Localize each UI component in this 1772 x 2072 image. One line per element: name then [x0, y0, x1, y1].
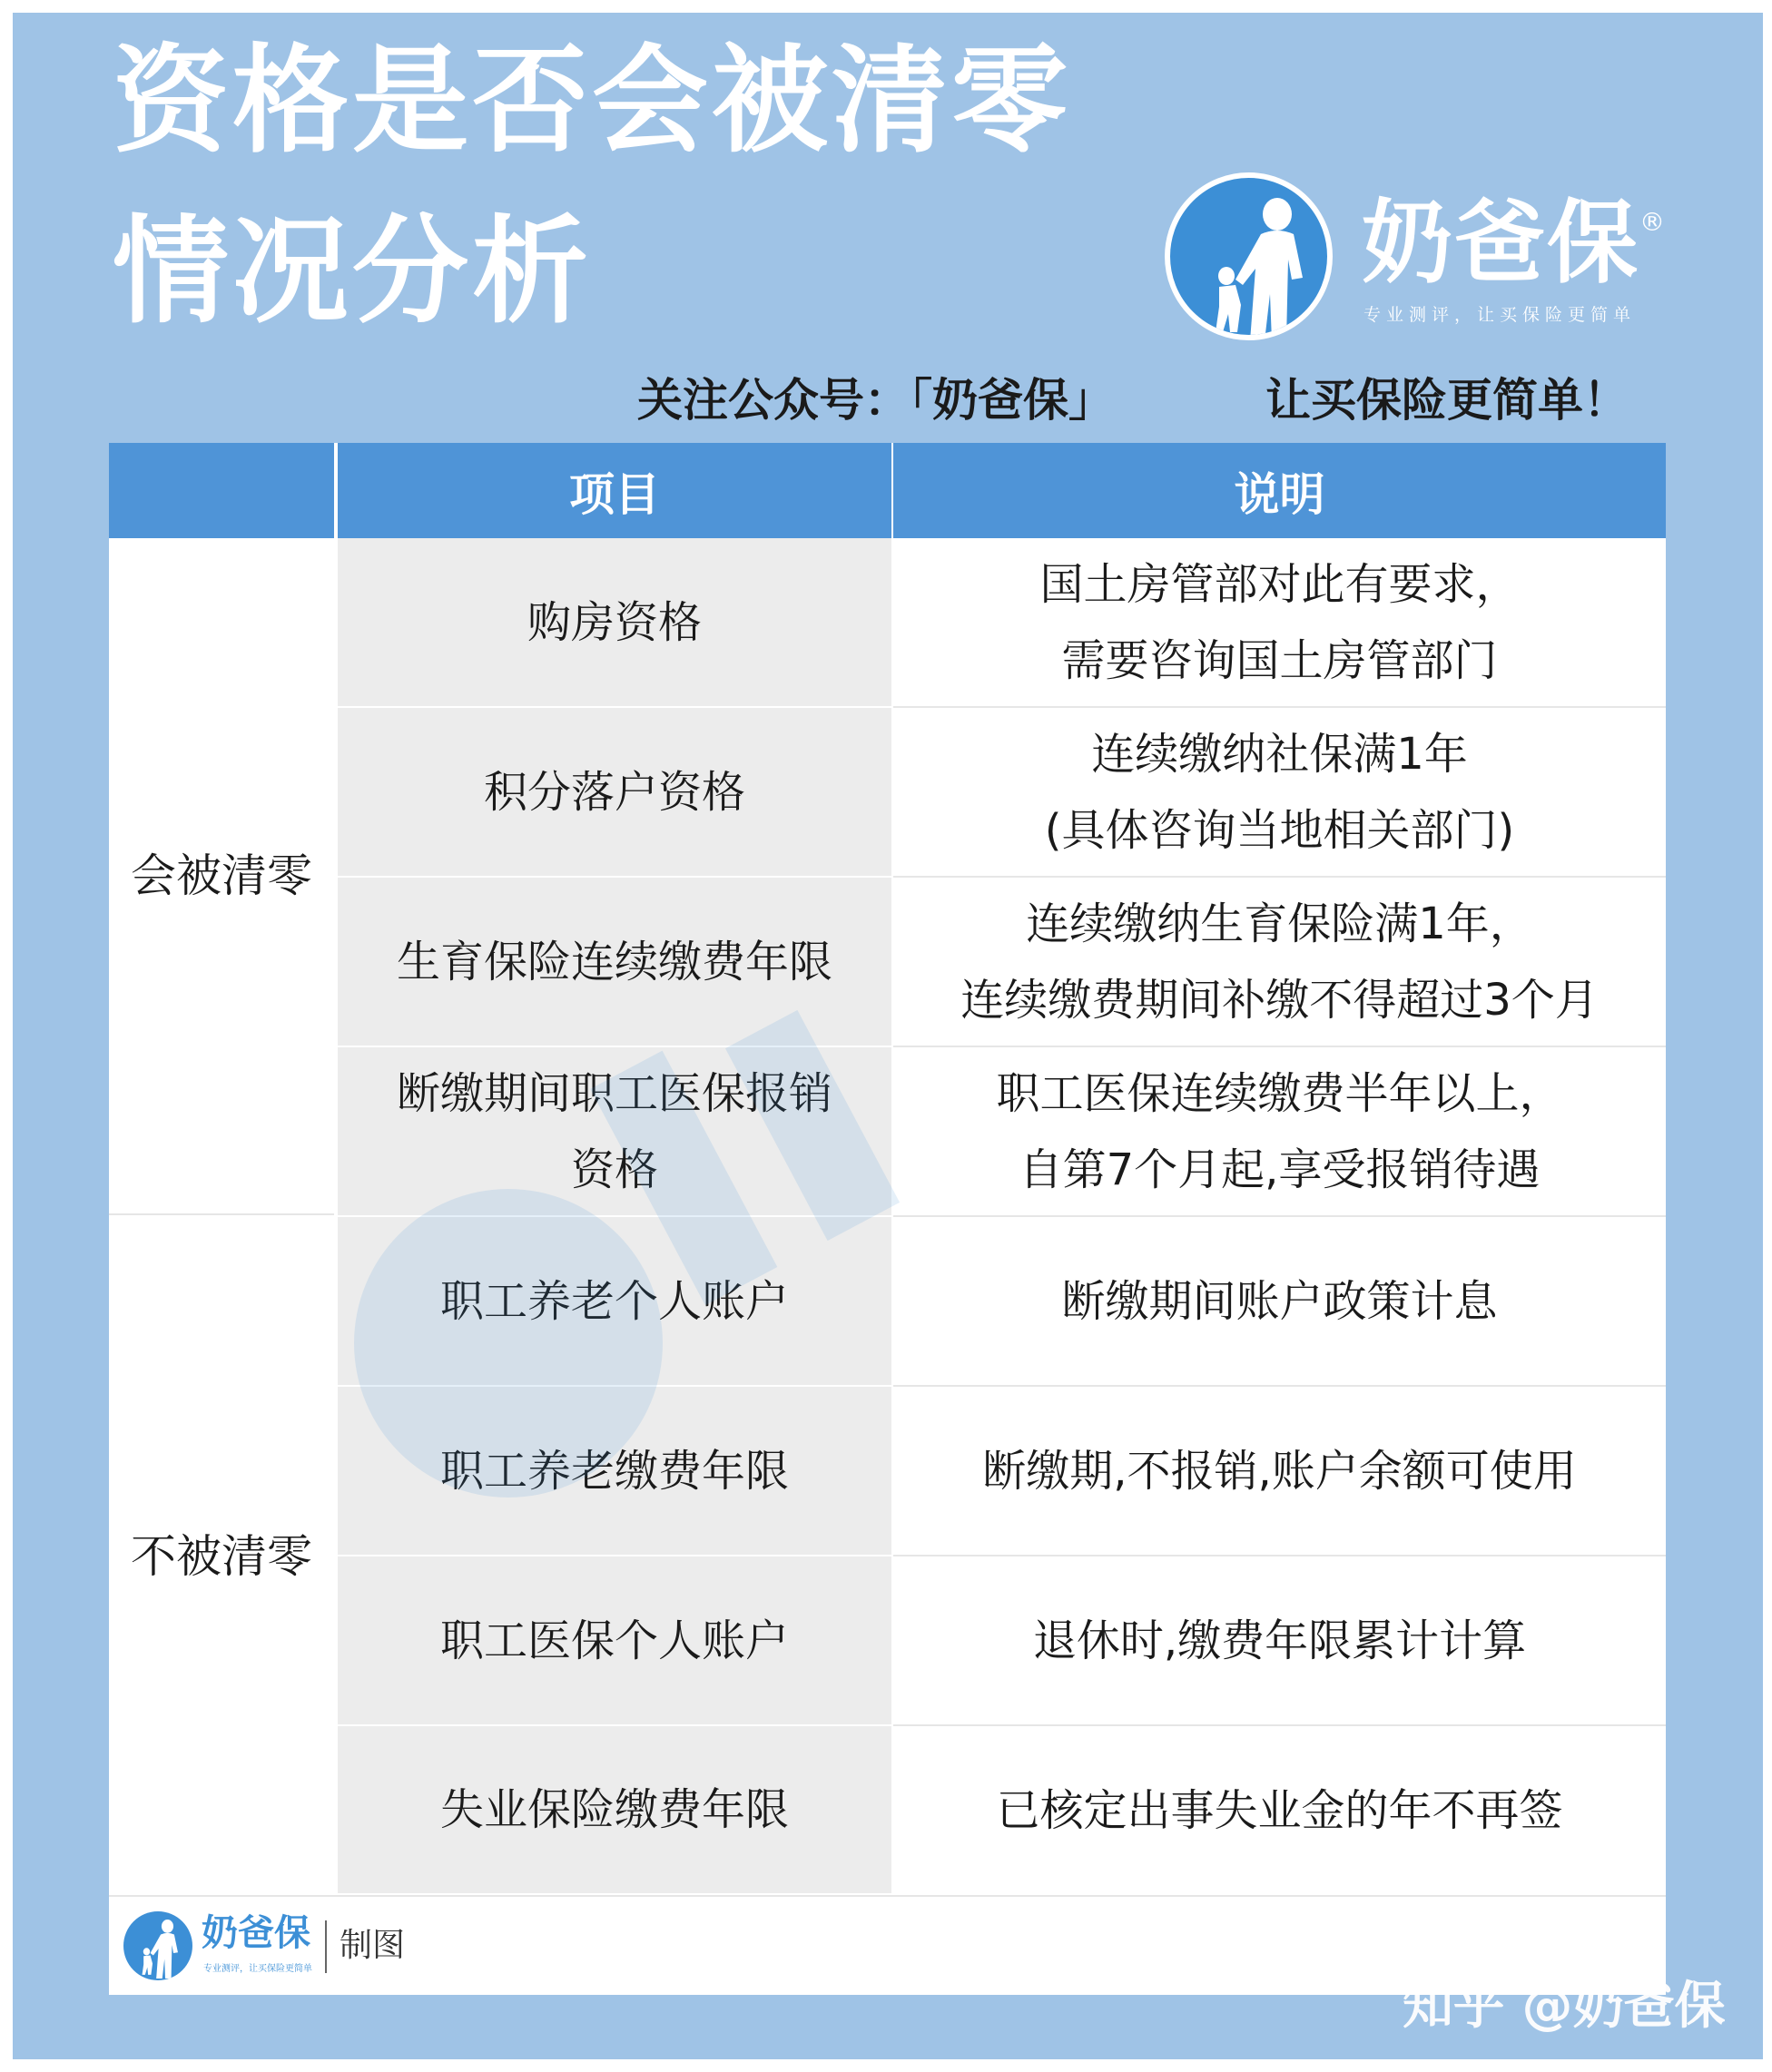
group-label-not-cleared: 不被清零 [109, 1217, 334, 1895]
column-header-item: 项目 [338, 443, 891, 538]
follow-slogan-text: 让买保险更简单！ [1265, 374, 1629, 427]
brand-logo-icon [1165, 172, 1333, 340]
table-row-description: 连续缴纳社保满1年 (具体咨询当地相关部门) [893, 708, 1666, 878]
table-row-item: 生育保险连续缴费年限 [338, 878, 891, 1047]
mini-brand-name: 奶爸保 [202, 1912, 310, 1954]
comparison-table [109, 443, 1666, 1995]
page-title-line1: 资格是否会被清零 [113, 34, 1072, 169]
page-title-line2: 情况分析 [113, 204, 593, 339]
mini-brand-slogan: 专业测评，让买保险更简单 [203, 1964, 312, 1974]
table-row-description: 断缴期,不报销,账户余额可使用 [893, 1387, 1666, 1556]
table-row-item: 购房资格 [338, 538, 891, 708]
header-empty-cell [109, 443, 334, 538]
table-row-item: 职工养老个人账户 [338, 1217, 891, 1387]
zhihu-watermark: 知乎 @奶爸保 [1403, 1977, 1726, 2036]
table-row-description: 断缴期间账户政策计息 [893, 1217, 1666, 1387]
table-row-description: 已核定出事失业金的年不再签 [893, 1726, 1666, 1895]
brand-name: 奶爸保 [1362, 190, 1639, 296]
brand-registered-mark: ® [1639, 207, 1665, 237]
column-header-description: 说明 [893, 443, 1666, 538]
table-row-description: 国土房管部对此有要求， 需要咨询国土房管部门 [893, 538, 1666, 708]
table-row-item: 积分落户资格 [338, 708, 891, 878]
table-row-description: 退休时,缴费年限累计计算 [893, 1556, 1666, 1726]
made-by-label: 制图 [340, 1927, 406, 1964]
table-row-item: 职工养老缴费年限 [338, 1387, 891, 1556]
table-row-description: 连续缴纳生育保险满1年， 连续缴费期间补缴不得超过3个月 [893, 878, 1666, 1047]
table-row-item: 断缴期间职工医保报销 资格 [338, 1047, 891, 1217]
follow-account-text: 关注公众号：「奶爸保」 [637, 374, 1114, 427]
group-label-cleared: 会被清零 [109, 538, 334, 1215]
table-row-description: 职工医保连续缴费半年以上， 自第7个月起,享受报销待遇 [893, 1047, 1666, 1217]
mini-brand-logo-icon [123, 1911, 192, 1980]
table-row-item: 失业保险缴费年限 [338, 1726, 891, 1895]
brand-slogan: 专业测评，让买保险更简单 [1363, 305, 1637, 325]
table-row-item: 职工医保个人账户 [338, 1556, 891, 1726]
footer-divider [325, 1920, 327, 1973]
